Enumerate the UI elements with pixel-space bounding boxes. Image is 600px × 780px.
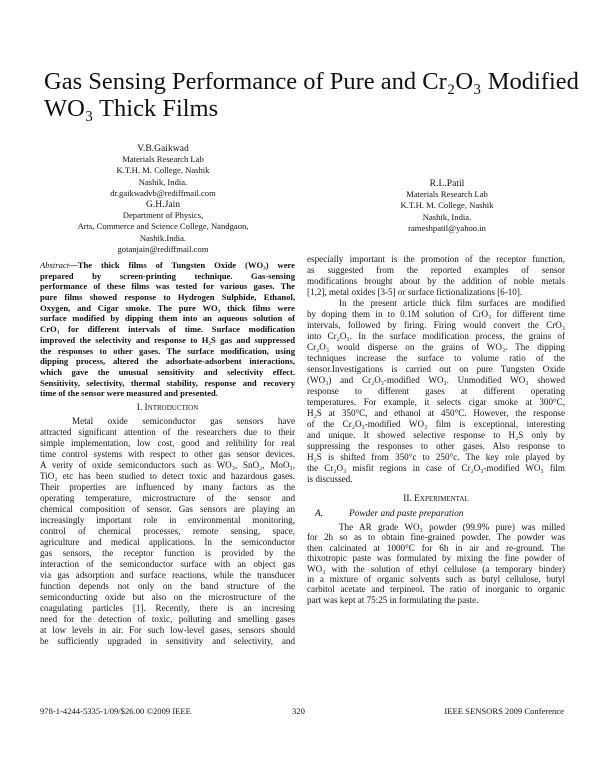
text-line: simple implementation, low cost, good and relibility for real (40, 438, 295, 448)
author-line: Arts, Commerce and Science College, Nandgaon, (77, 221, 249, 232)
text-line: at low levels in air. For such low-level gases, sensors should (40, 625, 295, 635)
text-line: gas sensors, the receptor function is provided by the (40, 548, 295, 558)
author-line: Nashik, India. (138, 176, 188, 187)
paper-title (44, 68, 584, 122)
text-line: In the present article thick film surfaces are modified (339, 298, 565, 308)
abstract-line: which gave the unusual sensitivity and selectivity effect. (40, 366, 295, 377)
text-line: in a mixture of organic solvents such as butyl cellulose, butyl (307, 573, 565, 584)
text-line: as suggested from the reported examples of sensor (307, 265, 565, 275)
text-line: Their properties are influenced by many factors as the (40, 482, 295, 492)
text-line: operating temperature, microstructure of the sensor and (40, 493, 295, 503)
section-heading-experimental: II. Experimental (403, 494, 469, 504)
right-column (307, 254, 565, 605)
text-line: be sufficiently upgraded in sensitivity and selectivity, and (40, 636, 295, 646)
abstract-text: —The thick films of Tungsten Oxide (WO₃) were (69, 260, 295, 270)
text-line: (WO₃) and Cr₂O₃-modified WO₃. Unmodified WO₃ showed (307, 375, 565, 385)
abstract-line: pure films showed response to Hydrogen Sulphide, Ethanol, (40, 292, 295, 303)
text-line: and unique. It showed selective response to H₂S only by (307, 430, 565, 440)
abstract-line: prepared by screen-printing technique. Gas-sensing (40, 270, 295, 281)
text-line: chemical composition of sensor. Gas sensors are playing an (40, 504, 295, 514)
author-line: G.H.Jain (145, 199, 181, 211)
text-line: part was kept at 75:25 in formulating the paste. (307, 594, 479, 605)
author-line: Department of Physics, (122, 210, 204, 221)
text-line: then calcinated at 1000°C for 6h in air and re-ground. The (307, 542, 565, 553)
text-line: function depends not only on the band structure of the (40, 581, 295, 591)
abstract-line: performance of these films was tested for various gases. The (40, 281, 295, 292)
author-block-left (43, 143, 283, 255)
footer-isbn: 978-1-4244-5335-1/09/$26.00 ©2009 IEEE (40, 706, 191, 716)
text-line: techniques increase the surface to volume ratio of the (307, 353, 565, 363)
author-line: V.B.Gaikwad (137, 143, 189, 154)
right-column-body (307, 254, 565, 485)
abstract-label: Abstract (40, 260, 70, 270)
text-line: attracted significant attention of the researchers due to their (40, 427, 295, 437)
text-line: The AR grade WO₃ powder (99.9% pure) was milled (339, 522, 565, 532)
text-line: is discussed. (307, 474, 353, 484)
author-line: K.T.H. M. College, Nashik (400, 200, 494, 211)
author-line: K.T.H. M. College, Nashik (116, 165, 210, 176)
subsection-heading (307, 507, 565, 522)
text-line: agriculture and medical applications. In the semiconductor (40, 537, 295, 547)
author-line: rameshpatil@yahoo.in (408, 222, 486, 233)
text-line: [1,2], metal oxides [3-5] or surface fictionalizations [6-10]. (307, 287, 523, 297)
author-line: gotanjain@rediffmail.com (117, 243, 209, 254)
author-line: R.L.Patil (429, 178, 465, 189)
text-line: for 2h so as to obtain fine-grained powder. The powder was (307, 532, 565, 543)
abstract-line: the responses to other gases. The surface modification, using (40, 345, 295, 356)
subsection-number: A. (315, 509, 324, 519)
text-line: H₂S at 350°C, and ethanol at 450°C. However, the response (307, 408, 565, 418)
abstract-line: CrO₃ for different intervals of time. Surface modification (40, 324, 295, 335)
abstract-line: time of the sensor were measured and presented. (40, 388, 218, 399)
abstract-line: dipping process, altered the adsorbate-adsorbent interactions, (40, 356, 295, 367)
text-line: via gas adsorption and surface reactions, while the transducer (40, 570, 295, 580)
text-line: of the Cr₂O₃-modified WO₃ film is exceptional, interesting (307, 419, 565, 429)
section-introduction (40, 401, 295, 647)
text-line: sensor.Investigations is carried out on pure Tungsten Oxide (307, 364, 565, 374)
text-line: carbitol acetate and terpineol. The ratio of inorganic to organic (307, 584, 565, 595)
author-line: Nashik.India. (139, 232, 187, 243)
text-line: need for the detection of toxic, polluting and smelling gases (40, 614, 295, 624)
abstract-line: Sensitivity, selectivity, thermal stability, response and recovery (40, 377, 295, 388)
abstract-line: surface modified by dipping them into an aqueous solution of (40, 313, 295, 324)
text-line: increasingly important role in environmental monitoring, (40, 515, 295, 525)
text-line: temperatures. For example, it selects cigar smoke at 300°C, (307, 397, 565, 407)
footer-conference: IEEE SENSORS 2009 Conference (444, 706, 564, 716)
author-line: Materials Research Lab (122, 154, 204, 165)
abstract-line: improved the selectivity and response to H₂S gas and suppressed (40, 334, 295, 345)
experimental-body (307, 522, 565, 605)
title-line-1: Gas Sensing Performance of Pure and Cr₂O₃ Modified (44, 68, 579, 95)
text-line: modifications brought about by the addition of noble metals (307, 276, 565, 286)
text-line: A verity of oxide semiconductors such as WO₃, SnO₂, MoO₃, (40, 460, 295, 470)
introduction-body (40, 416, 295, 647)
text-line: the Cr₂O₃ misfit regions in case of Cr₂O₃-modified WO₃ film (307, 463, 565, 473)
author-line: Materials Research Lab (406, 189, 488, 200)
text-line: time control systems with respect to other gas sensor devices. (40, 449, 295, 459)
title-line-2: WO₃ Thick Films (44, 95, 219, 122)
footer-page-number: 320 (292, 706, 305, 716)
subsection-title: Powder and paste preparation (349, 509, 464, 519)
text-line: by doping them in to 0.1M solution of CrO₃ for different time (307, 309, 565, 319)
author-block-right (327, 178, 567, 234)
text-line: TiO₂ etc has been studied to detect toxic and hazardous gases. (40, 471, 295, 481)
text-line: Metal oxide semiconductor gas sensors have (72, 416, 295, 426)
text-line: semiconducting oxide but also on the microstructure of the (40, 592, 295, 602)
author-line: dr.gaikwadvb@rediffmail.com (110, 187, 216, 198)
text-line: coagulating particles [1]. Recently, there is an incresing (40, 603, 295, 613)
abstract-line: Oxygen, and Cigar smoke. The pure WO₃ thick films were (40, 302, 295, 313)
text-line: suppressing the responses to other gases. Also response to (307, 441, 565, 451)
text-line: control of chemical processes, remote sensing, space, (40, 526, 295, 536)
text-line: WO₃ with the solution of ethyl cellulose (a temporary binder) (307, 563, 565, 574)
text-line: Cr₂O₃ would disperse on the grains of WO₃. The dipping (307, 342, 565, 352)
abstract (40, 260, 295, 399)
section-heading-introduction: I. Introduction (136, 403, 199, 413)
abstract-line (40, 260, 295, 271)
text-line: H₂S is shifted from 350°c to 250°c. The key role played by (307, 452, 565, 462)
text-line: thixotropic paste was formulated by mixing the fine powder of (307, 553, 565, 564)
author-line: Nashik, India. (422, 211, 472, 222)
text-line: especially important is the promotion of the receptor function, (307, 254, 565, 264)
text-line: into Cr₂O₃. In the surface modification process, the grains of (307, 331, 565, 341)
text-line: interaction of the semiconductor surface with an object gas (40, 559, 295, 569)
text-line: intervals, followed by firing. Firing would convert the CrO₃ (307, 320, 565, 330)
text-line: response to different gases at different operating (307, 386, 565, 396)
